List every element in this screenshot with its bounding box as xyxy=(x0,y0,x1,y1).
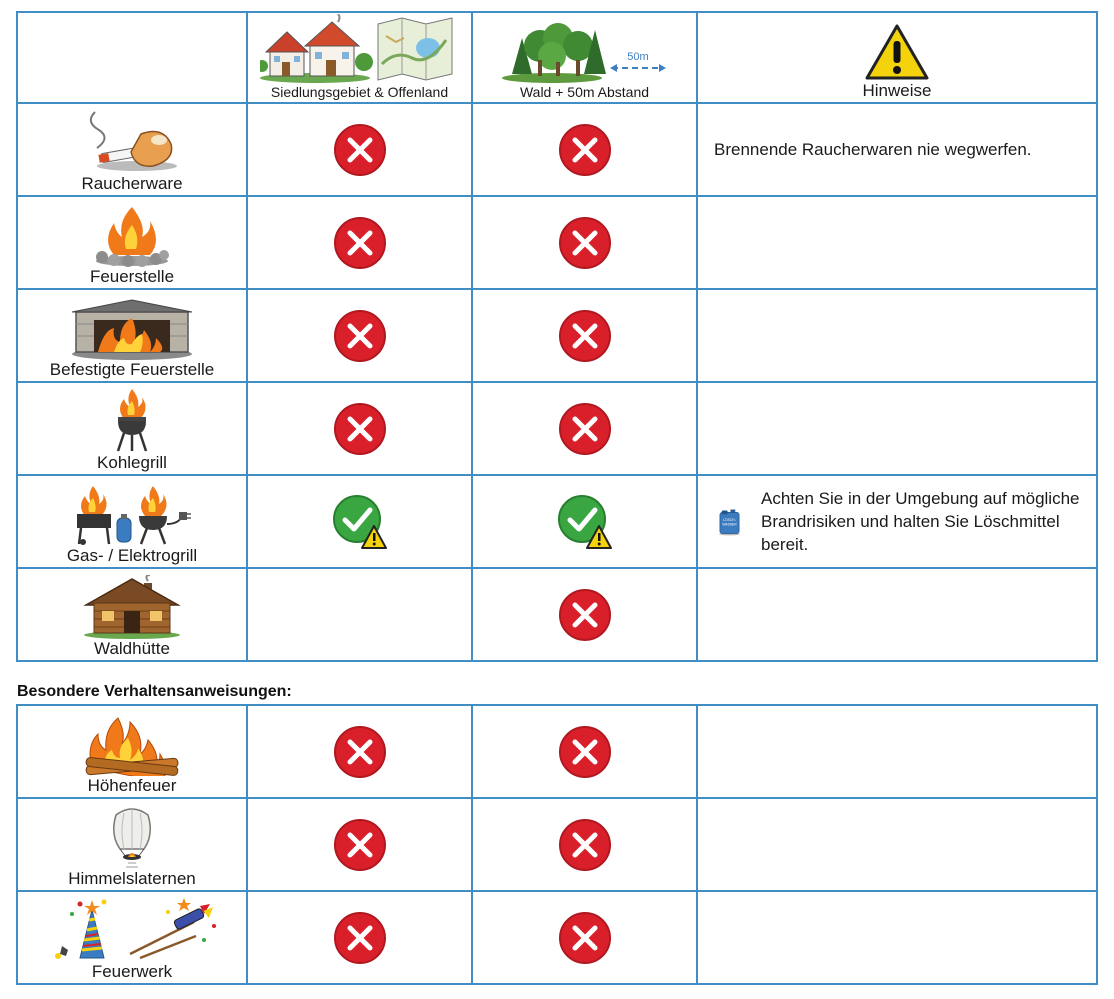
forbidden-icon xyxy=(558,123,612,177)
table-row xyxy=(17,798,1097,891)
note-cell xyxy=(697,382,1097,475)
category-cell xyxy=(17,891,247,984)
forest-status-cell xyxy=(472,382,697,475)
fireplace-icon xyxy=(70,298,194,360)
table-row xyxy=(17,475,1097,568)
header-empty-cell xyxy=(17,12,247,103)
forbidden-icon xyxy=(333,818,387,872)
forbidden-icon xyxy=(558,725,612,779)
cigarette-icon xyxy=(77,106,187,174)
table-row xyxy=(17,103,1097,196)
forbidden-icon xyxy=(333,309,387,363)
category-cell xyxy=(17,289,247,382)
svg-text:LÖSCH-: LÖSCH- xyxy=(723,517,736,522)
settlement-status-cell xyxy=(247,289,472,382)
forest-status-cell xyxy=(472,289,697,382)
charcoal-grill-icon xyxy=(112,387,152,453)
fire-rules-table xyxy=(16,11,1098,662)
category-cell xyxy=(17,568,247,661)
category-cell xyxy=(17,382,247,475)
settlement-status-cell xyxy=(247,891,472,984)
forbidden-icon xyxy=(333,725,387,779)
category-label: Feuerstelle xyxy=(89,267,175,286)
forest-status-cell xyxy=(472,705,697,798)
bonfire-icon xyxy=(82,714,182,776)
note-cell xyxy=(697,103,1097,196)
forbidden-icon xyxy=(333,216,387,270)
forbidden-icon xyxy=(333,123,387,177)
forest-status-cell xyxy=(472,798,697,891)
note-cell xyxy=(697,891,1097,984)
category-cell xyxy=(17,103,247,196)
forest-status-cell xyxy=(472,103,697,196)
warning-triangle-icon xyxy=(864,23,930,81)
svg-text:WASSER: WASSER xyxy=(722,521,737,526)
note-text: Achten Sie in der Umgebung auf mögliche Brandrisiken und halten Sie Löschmittel bereit. xyxy=(761,489,1080,554)
forbidden-icon xyxy=(558,911,612,965)
table-row xyxy=(17,196,1097,289)
forbidden-icon xyxy=(558,818,612,872)
table-row xyxy=(17,568,1097,661)
category-label: Kohlegrill xyxy=(97,453,167,472)
table-row xyxy=(17,382,1097,475)
category-label: Waldhütte xyxy=(94,639,170,658)
header-notes-label: Hinweise xyxy=(862,81,932,100)
header-settlement-cell xyxy=(247,12,472,103)
sky-lantern-icon xyxy=(102,805,162,869)
category-cell xyxy=(17,798,247,891)
forbidden-icon xyxy=(558,309,612,363)
distance-label: 50m xyxy=(626,51,649,63)
forest-status-cell xyxy=(472,475,697,568)
allowed-caution-icon xyxy=(557,494,613,550)
category-cell xyxy=(17,705,247,798)
settlement-status-cell xyxy=(247,382,472,475)
forbidden-icon xyxy=(558,216,612,270)
note-cell xyxy=(697,475,1097,568)
note-cell xyxy=(697,568,1097,661)
note-cell xyxy=(697,289,1097,382)
category-cell xyxy=(17,196,247,289)
category-label: Befestigte Feuerstelle xyxy=(49,360,215,379)
table-row xyxy=(17,705,1097,798)
header-forest-cell xyxy=(472,12,697,103)
forest-hut-icon xyxy=(82,575,182,639)
category-label: Gas- / Elektrogrill xyxy=(66,546,198,565)
header-forest-label: Wald + 50m Abstand xyxy=(519,84,650,100)
section-title: Besondere Verhaltensanweisungen: xyxy=(17,683,292,700)
settlement-status-cell xyxy=(247,798,472,891)
header-settlement-label: Siedlungsgebiet & Offenland xyxy=(270,84,449,100)
category-cell xyxy=(17,475,247,568)
forbidden-icon xyxy=(333,402,387,456)
settlement-status-cell xyxy=(247,705,472,798)
forest-status-cell xyxy=(472,891,697,984)
settlement-map-icon xyxy=(260,14,460,84)
settlement-status-cell xyxy=(247,196,472,289)
settlement-status-cell xyxy=(247,475,472,568)
note-text: Brennende Raucherwaren nie wegwerfen. xyxy=(714,140,1032,159)
category-label: Feuerwerk xyxy=(91,962,173,981)
category-label: Höhenfeuer xyxy=(87,776,177,795)
campfire-icon xyxy=(92,203,172,267)
note-cell xyxy=(697,705,1097,798)
header-notes-cell xyxy=(697,12,1097,103)
gas-electric-grill-icon xyxy=(73,484,191,546)
forbidden-icon xyxy=(333,911,387,965)
category-label: Raucherware xyxy=(81,174,183,193)
settlement-status-cell xyxy=(247,103,472,196)
forbidden-icon xyxy=(558,402,612,456)
fireworks-icon xyxy=(44,896,220,962)
settlement-status-cell xyxy=(247,568,472,661)
water-canister-icon xyxy=(718,494,741,550)
forest-distance-icon xyxy=(500,16,670,84)
table-row xyxy=(17,289,1097,382)
header-row xyxy=(17,12,1097,103)
allowed-caution-icon xyxy=(332,494,388,550)
note-cell xyxy=(697,798,1097,891)
forest-status-cell xyxy=(472,568,697,661)
forbidden-icon xyxy=(558,588,612,642)
table-row xyxy=(17,891,1097,984)
forest-status-cell xyxy=(472,196,697,289)
note-cell xyxy=(697,196,1097,289)
special-rules-table xyxy=(16,704,1098,985)
category-label: Himmelslaternen xyxy=(68,869,196,888)
